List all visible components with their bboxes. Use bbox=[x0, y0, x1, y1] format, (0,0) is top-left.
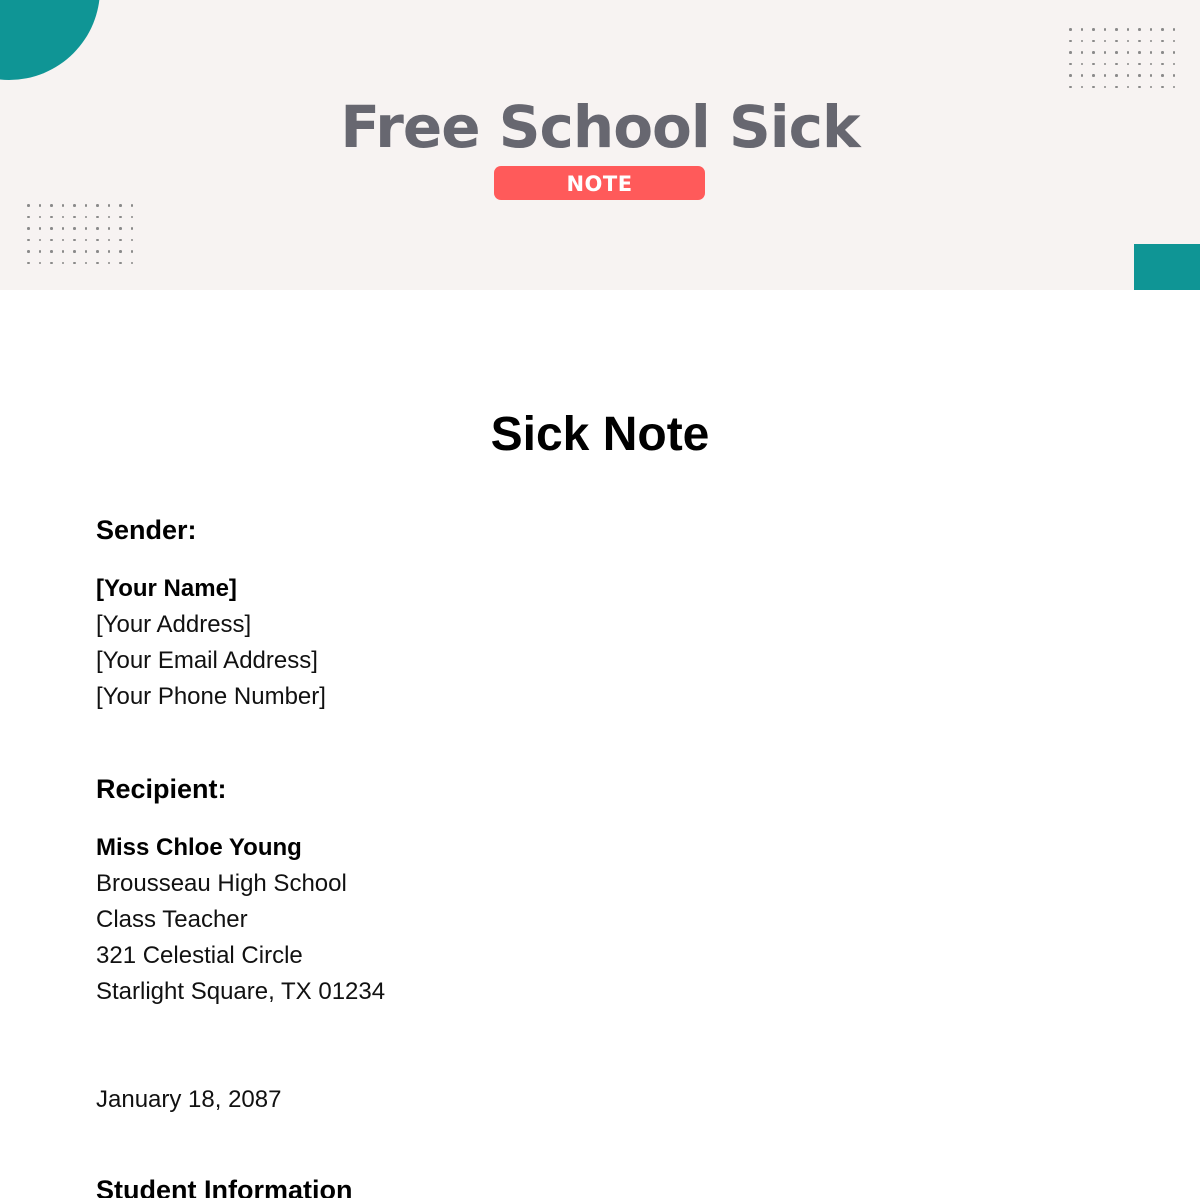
decorative-dot bbox=[1069, 28, 1072, 31]
decorative-dot bbox=[96, 216, 99, 219]
decorative-dot bbox=[27, 239, 30, 242]
decorative-dot bbox=[1138, 51, 1141, 54]
decorative-dot bbox=[39, 262, 42, 265]
decorative-dot bbox=[62, 227, 65, 230]
decorative-dot bbox=[1104, 63, 1107, 66]
decorative-dot bbox=[131, 250, 134, 253]
decorative-dot bbox=[39, 239, 42, 242]
decorative-dot bbox=[1081, 28, 1084, 31]
decorative-dot bbox=[62, 239, 65, 242]
decorative-dot bbox=[1138, 28, 1141, 31]
decorative-dot bbox=[39, 250, 42, 253]
decorative-dot bbox=[1138, 63, 1141, 66]
decorative-dot bbox=[1161, 28, 1164, 31]
decorative-dot bbox=[1161, 51, 1164, 54]
decorative-dot bbox=[119, 204, 122, 207]
decorative-dot bbox=[73, 250, 76, 253]
decorative-dot bbox=[1138, 40, 1141, 43]
decorative-dot bbox=[119, 239, 122, 242]
decorative-dot bbox=[62, 204, 65, 207]
decorative-dot bbox=[1150, 40, 1153, 43]
decorative-dot bbox=[27, 262, 30, 265]
decorative-dot bbox=[108, 204, 111, 207]
letter-date-block bbox=[96, 1082, 281, 1118]
decorative-dot bbox=[96, 239, 99, 242]
decorative-dot bbox=[108, 250, 111, 253]
student-information-heading: Student Information bbox=[96, 1175, 353, 1198]
decorative-dot bbox=[50, 239, 53, 242]
decorative-dot-grid-top-right bbox=[1069, 28, 1176, 89]
decorative-dot bbox=[1173, 40, 1176, 43]
decorative-dot bbox=[85, 239, 88, 242]
decorative-dot bbox=[1115, 74, 1118, 77]
decorative-dot bbox=[1150, 51, 1153, 54]
recipient-block bbox=[96, 830, 385, 1010]
decorative-dot bbox=[1115, 51, 1118, 54]
letter-date: January 18, 2087 bbox=[96, 1086, 282, 1113]
decorative-dot bbox=[50, 262, 53, 265]
decorative-teal-circle bbox=[0, 0, 100, 80]
decorative-dot bbox=[1092, 40, 1095, 43]
decorative-dot bbox=[1161, 40, 1164, 43]
decorative-dot bbox=[96, 227, 99, 230]
decorative-dot bbox=[1115, 63, 1118, 66]
decorative-dot bbox=[50, 250, 53, 253]
decorative-dot bbox=[62, 262, 65, 265]
decorative-dot bbox=[1081, 40, 1084, 43]
decorative-dot bbox=[73, 239, 76, 242]
decorative-dot bbox=[119, 216, 122, 219]
sender-block bbox=[96, 571, 326, 715]
decorative-dot bbox=[1081, 51, 1084, 54]
decorative-dot bbox=[27, 250, 30, 253]
decorative-dot bbox=[1104, 28, 1107, 31]
decorative-dot bbox=[85, 250, 88, 253]
decorative-dot bbox=[131, 239, 134, 242]
decorative-dot bbox=[1069, 51, 1072, 54]
decorative-dot bbox=[1104, 74, 1107, 77]
decorative-dot bbox=[1081, 74, 1084, 77]
decorative-dot bbox=[1127, 40, 1130, 43]
recipient-school: Brousseau High School bbox=[96, 870, 347, 897]
note-badge: NOTE bbox=[494, 166, 705, 200]
recipient-street: 321 Celestial Circle bbox=[96, 942, 303, 969]
sender-name: [Your Name] bbox=[96, 575, 237, 602]
decorative-dot bbox=[85, 262, 88, 265]
decorative-dot bbox=[131, 262, 134, 265]
decorative-dot bbox=[1173, 74, 1176, 77]
decorative-dot bbox=[1173, 51, 1176, 54]
decorative-dot bbox=[108, 239, 111, 242]
decorative-dot bbox=[131, 216, 134, 219]
decorative-dot bbox=[1092, 28, 1095, 31]
decorative-dot bbox=[1081, 63, 1084, 66]
decorative-dot bbox=[1127, 63, 1130, 66]
decorative-teal-square bbox=[1134, 244, 1200, 290]
decorative-dot bbox=[85, 216, 88, 219]
document-title: Sick Note bbox=[490, 408, 710, 461]
header-banner bbox=[0, 0, 1200, 290]
decorative-dot bbox=[96, 262, 99, 265]
decorative-dot bbox=[1173, 28, 1176, 31]
sender-address: [Your Address] bbox=[96, 611, 252, 638]
banner-title: Free School Sick bbox=[340, 93, 860, 161]
decorative-dot bbox=[1150, 74, 1153, 77]
decorative-dot bbox=[1069, 40, 1072, 43]
decorative-dot bbox=[50, 227, 53, 230]
sender-heading: Sender: bbox=[96, 515, 197, 545]
decorative-dot bbox=[131, 227, 134, 230]
sender-email: [Your Email Address] bbox=[96, 647, 318, 674]
decorative-dot bbox=[50, 216, 53, 219]
decorative-dot bbox=[1092, 63, 1095, 66]
decorative-dot bbox=[108, 262, 111, 265]
decorative-dot bbox=[1092, 74, 1095, 77]
sender-phone: [Your Phone Number] bbox=[96, 683, 326, 710]
decorative-dot bbox=[119, 227, 122, 230]
decorative-dot bbox=[1138, 74, 1141, 77]
recipient-heading: Recipient: bbox=[96, 774, 227, 804]
recipient-city: Starlight Square, TX 01234 bbox=[96, 978, 386, 1005]
decorative-dot bbox=[1104, 40, 1107, 43]
decorative-dot bbox=[27, 227, 30, 230]
decorative-dot bbox=[85, 204, 88, 207]
decorative-dot bbox=[1127, 74, 1130, 77]
decorative-dot bbox=[1161, 63, 1164, 66]
decorative-dot bbox=[1069, 63, 1072, 66]
decorative-dot bbox=[1127, 51, 1130, 54]
decorative-dot bbox=[1092, 51, 1095, 54]
decorative-dot bbox=[1069, 74, 1072, 77]
decorative-dot bbox=[96, 204, 99, 207]
decorative-dot bbox=[96, 250, 99, 253]
recipient-name: Miss Chloe Young bbox=[96, 834, 302, 861]
decorative-dot bbox=[108, 216, 111, 219]
decorative-dot bbox=[1173, 63, 1176, 66]
decorative-dot bbox=[39, 204, 42, 207]
decorative-dot bbox=[1150, 28, 1153, 31]
decorative-dot bbox=[131, 204, 134, 207]
recipient-role: Class Teacher bbox=[96, 906, 248, 933]
decorative-dot bbox=[62, 216, 65, 219]
decorative-dot bbox=[1115, 28, 1118, 31]
decorative-dot bbox=[1150, 63, 1153, 66]
decorative-dot bbox=[27, 204, 30, 207]
decorative-dot bbox=[1161, 74, 1164, 77]
decorative-dot bbox=[85, 227, 88, 230]
decorative-dot bbox=[73, 204, 76, 207]
decorative-dot bbox=[119, 250, 122, 253]
decorative-dot bbox=[39, 216, 42, 219]
decorative-dot bbox=[50, 204, 53, 207]
decorative-dot bbox=[27, 216, 30, 219]
decorative-dot bbox=[73, 262, 76, 265]
decorative-dot-grid-left bbox=[27, 204, 134, 265]
decorative-dot bbox=[1104, 51, 1107, 54]
decorative-dot bbox=[108, 227, 111, 230]
decorative-dot bbox=[1115, 40, 1118, 43]
decorative-dot bbox=[119, 262, 122, 265]
decorative-dot bbox=[1127, 28, 1130, 31]
decorative-dot bbox=[39, 227, 42, 230]
decorative-dot bbox=[62, 250, 65, 253]
decorative-dot bbox=[73, 227, 76, 230]
decorative-dot bbox=[73, 216, 76, 219]
